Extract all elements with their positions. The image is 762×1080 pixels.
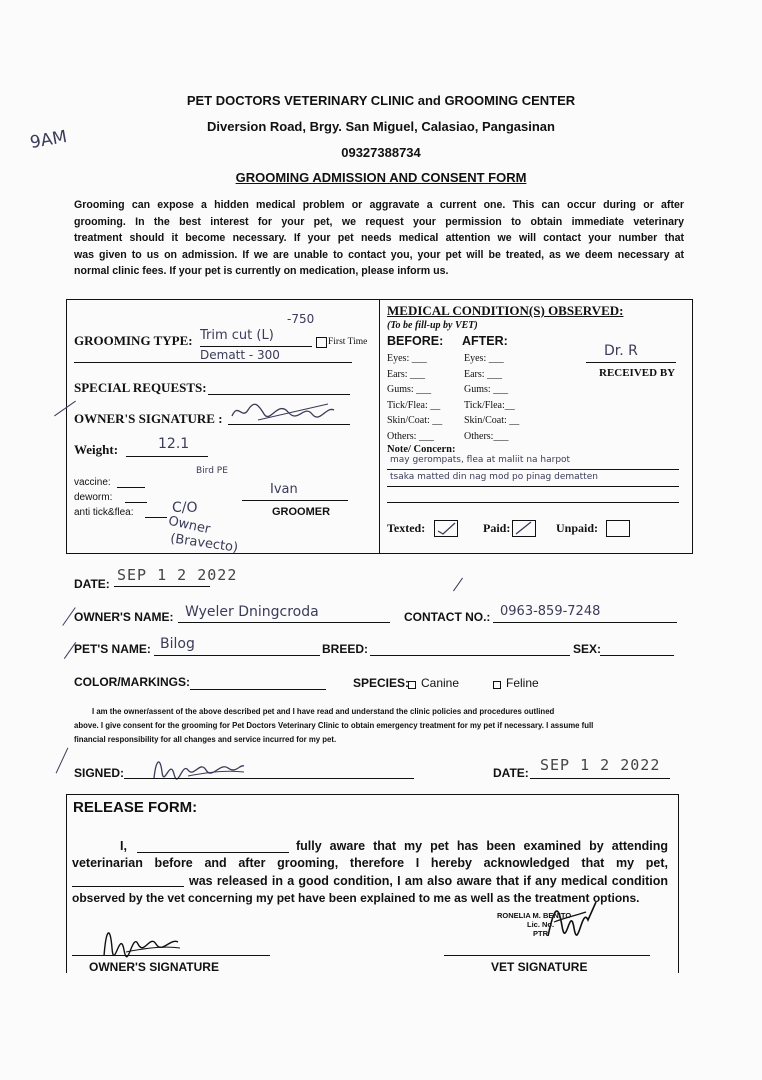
owner-name-value[interactable]: Wyeler Dningcroda bbox=[185, 604, 319, 620]
before-row: Gums: ___ bbox=[387, 384, 432, 395]
sex-label: SEX: bbox=[573, 642, 602, 656]
clinic-name: PET DOCTORS VETERINARY CLINIC and GROOMING CENTER bbox=[186, 93, 576, 108]
before-row: Tick/Flea: __ bbox=[387, 399, 441, 411]
consent-line: above. I give consent for the grooming for Pet Doctors Veterinary Clinic to obtain emergency treatment for my pet if necessary. I assume full bbox=[74, 721, 594, 730]
color-label: COLOR/MARKINGS: bbox=[74, 675, 190, 689]
before-row: Skin/Coat: __ bbox=[387, 415, 443, 426]
color-field[interactable] bbox=[190, 689, 326, 690]
note-line-1: may gerompats, flea at maliit na harpot bbox=[390, 455, 571, 465]
before-row: Eyes: ___ bbox=[387, 353, 427, 364]
texted-checkbox[interactable] bbox=[434, 520, 458, 537]
intro-line: normal clinic fees. If your pet is currently on medication, please inform us. bbox=[74, 265, 449, 277]
date-label: DATE: bbox=[74, 577, 110, 591]
special-requests-label: SPECIAL REQUESTS: bbox=[74, 380, 207, 395]
received-by-label: RECEIVED BY bbox=[599, 367, 676, 379]
vet-signature-scribble bbox=[540, 898, 600, 943]
breed-field[interactable] bbox=[370, 655, 570, 656]
deworm-field[interactable] bbox=[125, 502, 147, 503]
weight-line bbox=[126, 456, 208, 457]
weight-value[interactable]: 12.1 bbox=[158, 436, 190, 452]
feline-checkbox[interactable] bbox=[493, 681, 501, 689]
grooming-price: -750 bbox=[287, 312, 315, 326]
medical-subtitle: (To be fill-up by VET) bbox=[387, 320, 478, 331]
deworm-label: deworm: bbox=[74, 492, 113, 503]
before-label: BEFORE: bbox=[387, 334, 444, 348]
handwritten-bird: Bird PE bbox=[196, 466, 228, 476]
release-title: RELEASE FORM: bbox=[73, 799, 198, 816]
paid-checkbox[interactable] bbox=[512, 520, 536, 537]
intro-line: Grooming can expose a hidden medical problem or aggravate a current one. This can occur during or after bbox=[74, 199, 684, 211]
after-row: Skin/Coat: __ bbox=[464, 415, 520, 426]
unpaid-checkbox[interactable] bbox=[606, 520, 630, 537]
contact-line bbox=[493, 622, 677, 623]
handwritten-owner: Owner bbox=[166, 513, 212, 538]
grooming-extra-line bbox=[74, 362, 352, 363]
sex-field[interactable] bbox=[600, 655, 674, 656]
groomer-name: Ivan bbox=[270, 482, 298, 497]
note-field-1[interactable] bbox=[387, 469, 679, 470]
canine-checkbox[interactable] bbox=[408, 681, 416, 689]
vet-signature-field[interactable] bbox=[444, 955, 650, 956]
owner-name-label: OWNER'S NAME: bbox=[74, 610, 174, 624]
antitick-field[interactable] bbox=[145, 517, 167, 518]
release-name-field[interactable] bbox=[137, 852, 289, 853]
owner-signature-bottom-label: OWNER'S SIGNATURE bbox=[89, 960, 219, 974]
unpaid-label: Unpaid: bbox=[556, 521, 599, 535]
note-field-2[interactable] bbox=[387, 486, 679, 487]
pet-name-line bbox=[154, 655, 320, 656]
release-pet-field[interactable] bbox=[72, 886, 184, 887]
after-row: Eyes: ___ bbox=[464, 353, 504, 364]
vaccine-field[interactable] bbox=[117, 487, 145, 488]
form-title: GROOMING ADMISSION AND CONSENT FORM bbox=[235, 170, 527, 185]
consent-line: I am the owner/assent of the above described pet and I have read and understand the clinic policies and procedures outlined bbox=[92, 707, 555, 716]
weight-label: Weight: bbox=[74, 442, 119, 457]
species-label: SPECIES: bbox=[353, 676, 410, 690]
antitick-label: anti tick&flea: bbox=[74, 507, 134, 518]
feline-label: Feline bbox=[506, 676, 539, 690]
note-line-2: tsaka matted din nag mod po pinag dematten bbox=[390, 472, 598, 482]
release-line3: was released in a good condition, I am also aware that if any medical condition bbox=[189, 874, 668, 888]
vet-stamp-ptr: PTR bbox=[533, 929, 548, 938]
owner-signature-bottom-field[interactable] bbox=[72, 955, 270, 956]
contact-label: CONTACT NO.: bbox=[404, 610, 491, 624]
intro-line: was given to us on admission. If we are unable to contact you, your pet will be treated, as we deem necessary at bbox=[74, 248, 684, 261]
intro-paragraph bbox=[74, 197, 684, 280]
date-line bbox=[114, 586, 210, 587]
before-row: Ears: ___ bbox=[387, 368, 426, 380]
texted-label: Texted: bbox=[387, 521, 426, 535]
first-time-label: First Time bbox=[328, 337, 368, 347]
paid-label: Paid: bbox=[483, 521, 511, 535]
grooming-type-label: GROOMING TYPE: bbox=[74, 333, 193, 348]
before-checklist bbox=[387, 351, 442, 444]
release-line1-b: fully aware that my pet has been examined by attending bbox=[296, 839, 668, 853]
after-row: Gums: ___ bbox=[464, 384, 509, 395]
vaccine-label: vaccine: bbox=[74, 477, 111, 488]
signed-date-line bbox=[530, 778, 670, 779]
margin-note: 9AM bbox=[28, 126, 69, 154]
grooming-type-value[interactable]: Trim cut (L) bbox=[200, 328, 274, 343]
release-line1-a: I, bbox=[120, 839, 127, 853]
received-by-name: Dr. R bbox=[604, 343, 638, 359]
after-row: Ears: ___ bbox=[464, 368, 503, 380]
consent-paragraph bbox=[74, 705, 686, 747]
vet-stamp-lic: Lic. No. bbox=[527, 920, 555, 929]
intro-line: grooming. In the best interest for your pet, we request your permission to obtain immediate veterinary bbox=[74, 215, 684, 228]
handwritten-co: C/O bbox=[172, 500, 198, 516]
vet-stamp-name: RONELIA M. BENITO bbox=[497, 911, 572, 920]
medical-title: MEDICAL CONDITION(S) OBSERVED: bbox=[387, 303, 624, 318]
release-line4: observed by the vet concerning my pet have been explained to me as well as the treatment options. bbox=[72, 891, 640, 905]
after-row: Tick/Flea:__ bbox=[464, 399, 515, 411]
contact-value[interactable]: 0963-859-7248 bbox=[500, 604, 601, 619]
clinic-phone: 09327388734 bbox=[341, 145, 421, 160]
owner-signature-field[interactable] bbox=[228, 424, 350, 425]
after-checklist bbox=[464, 351, 519, 444]
note-field-3[interactable] bbox=[387, 502, 679, 503]
date-value[interactable]: SEP 1 2 2022 bbox=[117, 566, 238, 584]
grooming-extra: Dematt - 300 bbox=[200, 348, 280, 362]
signed-date-label: DATE: bbox=[493, 766, 529, 780]
note-label: Note/ Concern: bbox=[387, 444, 456, 455]
groomer-label: GROOMER bbox=[272, 506, 331, 518]
groomer-field[interactable] bbox=[242, 500, 348, 501]
consent-line: financial responsibility for all changes and service incurred for my pet. bbox=[74, 735, 337, 744]
signed-date-value[interactable]: SEP 1 2 2022 bbox=[540, 756, 661, 774]
signed-field[interactable] bbox=[124, 778, 414, 779]
received-by-line[interactable] bbox=[586, 362, 676, 363]
before-row: Others: ___ bbox=[387, 430, 434, 442]
owner-signature-scribble bbox=[228, 398, 338, 426]
intro-line: treatment should it become necessary. If your pet needs medical attention we will contact your number that bbox=[74, 232, 684, 244]
pet-name-value[interactable]: Bilog bbox=[160, 636, 195, 652]
pet-name-label: PET'S NAME: bbox=[74, 642, 151, 656]
signed-label: SIGNED: bbox=[74, 766, 125, 780]
grooming-type-line bbox=[200, 346, 312, 347]
special-requests-field[interactable] bbox=[208, 394, 350, 395]
owner-signature-bottom-scribble bbox=[96, 920, 182, 960]
canine-label: Canine bbox=[421, 676, 460, 690]
after-label: AFTER: bbox=[462, 334, 508, 348]
check-mark bbox=[453, 578, 463, 592]
release-line2: veterinarian before and after grooming, therefore I hereby acknowledged that my pet, bbox=[72, 856, 668, 870]
panel-divider bbox=[379, 299, 380, 554]
owner-name-line bbox=[178, 622, 390, 623]
vet-signature-label: VET SIGNATURE bbox=[491, 960, 588, 974]
handwritten-bravecto: (Bravecto) bbox=[169, 531, 239, 556]
clinic-address: Diversion Road, Brgy. San Miguel, Calasiao, Pangasinan bbox=[207, 119, 555, 134]
check-mark bbox=[56, 748, 69, 774]
breed-label: BREED: bbox=[322, 642, 369, 656]
first-time-checkbox[interactable] bbox=[316, 337, 327, 348]
owner-signature-label: OWNER'S SIGNATURE : bbox=[74, 411, 223, 426]
after-row: Others:___ bbox=[464, 430, 509, 442]
